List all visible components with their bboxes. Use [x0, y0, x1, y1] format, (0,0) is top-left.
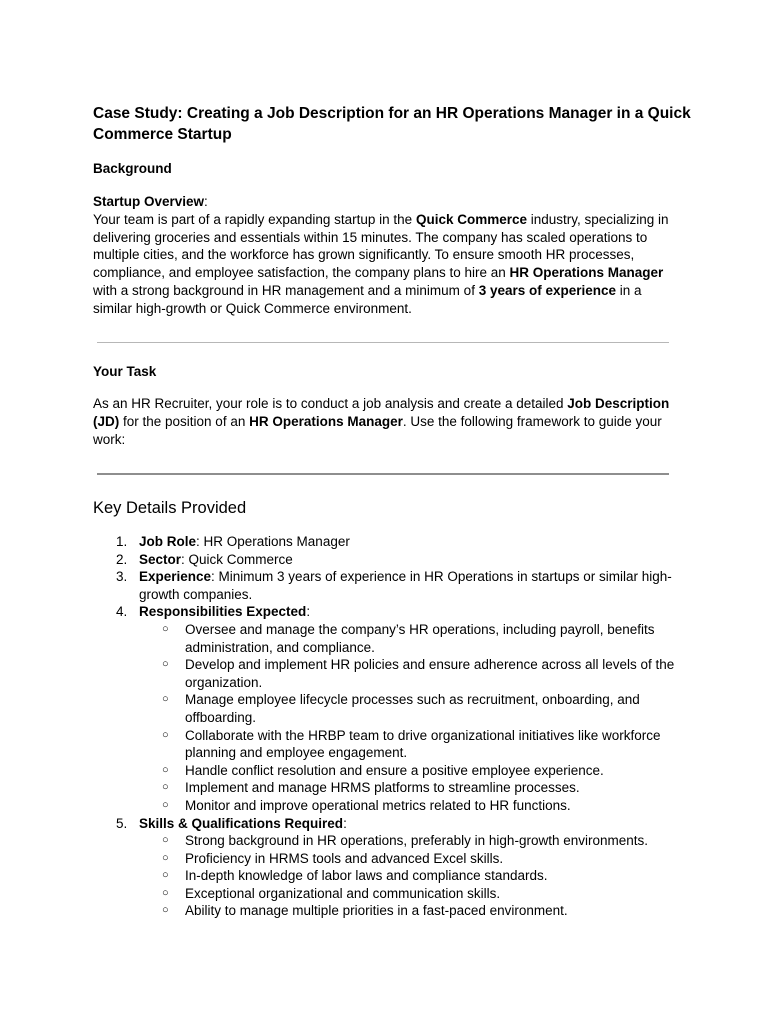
sub-item-text: Monitor and improve operational metrics related to HR functions.	[185, 797, 571, 813]
item-label: Responsibilities Expected	[139, 604, 307, 620]
hollow-bullet-icon: ○	[162, 658, 169, 671]
hollow-bullet-icon: ○	[162, 869, 169, 882]
sub-list-item	[93, 727, 693, 762]
background-heading: Background	[93, 161, 172, 176]
sub-item-text: Collaborate with the HRBP team to drive organizational initiatives like workforce planning and employee engagement.	[185, 727, 661, 761]
sub-list-item	[93, 797, 693, 815]
task-paragraph	[93, 395, 683, 448]
sub-item-text: Strong background in HR operations, preferably in high-growth environments.	[185, 833, 649, 849]
skills-sublist	[93, 832, 693, 920]
section-divider	[97, 473, 669, 475]
list-number: 2.	[116, 551, 128, 567]
key-details-list	[93, 533, 693, 920]
item-text: :	[343, 815, 347, 831]
sub-item-text: Develop and implement HR policies and ensure adherence across all levels of the organization.	[185, 657, 675, 690]
overview-bold-quick-commerce: Quick Commerce	[415, 211, 527, 227]
item-text: :	[306, 604, 311, 620]
overview-bold-experience: 3 years of experience	[478, 282, 617, 298]
sub-item-text: Handle conflict resolution and ensure a positive employee experience.	[185, 762, 604, 778]
list-item-job-role	[93, 533, 693, 551]
task-heading: Your Task	[93, 364, 157, 379]
sub-item-text: In-depth knowledge of labor laws and compliance standards.	[185, 868, 548, 884]
item-text: : Minimum 3 years of experience in HR Operations in startups or similar high-growth companies.	[139, 569, 672, 602]
list-number: 3.	[116, 569, 128, 585]
list-number: 4.	[116, 604, 128, 620]
overview-bold-role: HR Operations Manager	[509, 265, 664, 281]
hollow-bullet-icon: ○	[162, 728, 169, 741]
hollow-bullet-icon: ○	[162, 798, 169, 811]
sub-list-item	[93, 691, 693, 726]
list-number: 5.	[116, 815, 128, 831]
task-bold-role: HR Operations Manager	[249, 413, 403, 429]
item-label: Skills & Qualifications Required	[139, 815, 344, 831]
page-title: Case Study: Creating a Job Description for an HR Operations Manager in a Quick Commerce Startup	[93, 105, 691, 143]
task-text-2: for the position of an	[119, 413, 250, 429]
sub-item-text: Ability to manage multiple priorities in a fast-paced environment.	[185, 903, 568, 919]
sub-item-text: Proficiency in HRMS tools and advanced Excel skills.	[185, 850, 504, 866]
sub-item-text: Exceptional organizational and communication skills.	[185, 885, 501, 901]
list-item-responsibilities	[93, 603, 693, 621]
key-details-heading: Key Details Provided	[93, 499, 247, 517]
hollow-bullet-icon: ○	[162, 904, 169, 917]
overview-text-1: Your team is part of a rapidly expanding startup in the	[93, 211, 416, 227]
overview-text-4: in a similar high-growth or Quick Commerce environment.	[93, 282, 642, 316]
hollow-bullet-icon: ○	[162, 622, 169, 635]
task-text-1: As an HR Recruiter, your role is to conduct a job analysis and create a detailed	[93, 396, 568, 411]
list-number: 1.	[116, 534, 128, 549]
sub-item-text: Oversee and manage the company’s HR operations, including payroll, benefits administration, and compliance.	[185, 621, 655, 655]
item-label: Sector	[139, 551, 182, 567]
responsibilities-sublist	[93, 621, 693, 815]
sub-list-item	[93, 902, 693, 920]
hollow-bullet-icon: ○	[162, 851, 169, 864]
overview-text-2: industry, specializing in delivering groceries and essentials within 15 minutes. The company has scaled operations to multiple cities, and the workforce has grown significantly. To ensure smooth HR processes, compliance, and employee satisfaction, the company plans to hire an	[93, 211, 669, 281]
sub-list-item	[93, 779, 693, 797]
list-item-experience	[93, 568, 693, 603]
hollow-bullet-icon: ○	[162, 886, 169, 899]
section-divider	[97, 342, 669, 343]
hollow-bullet-icon: ○	[162, 834, 169, 847]
startup-overview-colon: :	[204, 194, 208, 209]
task-bold-jd: Job Description (JD)	[93, 396, 670, 429]
item-label: Job Role	[139, 534, 197, 549]
hollow-bullet-icon: ○	[162, 693, 169, 706]
sub-list-item	[93, 832, 693, 850]
list-item-skills	[93, 815, 693, 833]
sub-item-text: Implement and manage HRMS platforms to streamline processes.	[185, 780, 580, 796]
sub-list-item	[93, 621, 693, 656]
overview-text-3: with a strong background in HR management and a minimum of	[93, 282, 479, 298]
item-text: : Quick Commerce	[181, 551, 293, 567]
list-item-sector	[93, 551, 693, 569]
sub-item-text: Manage employee lifecycle processes such as recruitment, onboarding, and offboarding.	[185, 692, 640, 725]
startup-overview-paragraph	[93, 193, 683, 318]
sub-list-item	[93, 656, 693, 691]
item-text: : HR Operations Manager	[196, 534, 350, 549]
hollow-bullet-icon: ○	[162, 763, 169, 776]
item-label: Experience	[139, 569, 212, 585]
task-text-3: . Use the following framework to guide your work:	[93, 413, 662, 447]
startup-overview-label: Startup Overview	[93, 194, 205, 209]
sub-list-item	[93, 885, 693, 903]
sub-list-item	[93, 762, 693, 780]
hollow-bullet-icon: ○	[162, 781, 169, 794]
sub-list-item	[93, 867, 693, 885]
sub-list-item	[93, 850, 693, 868]
